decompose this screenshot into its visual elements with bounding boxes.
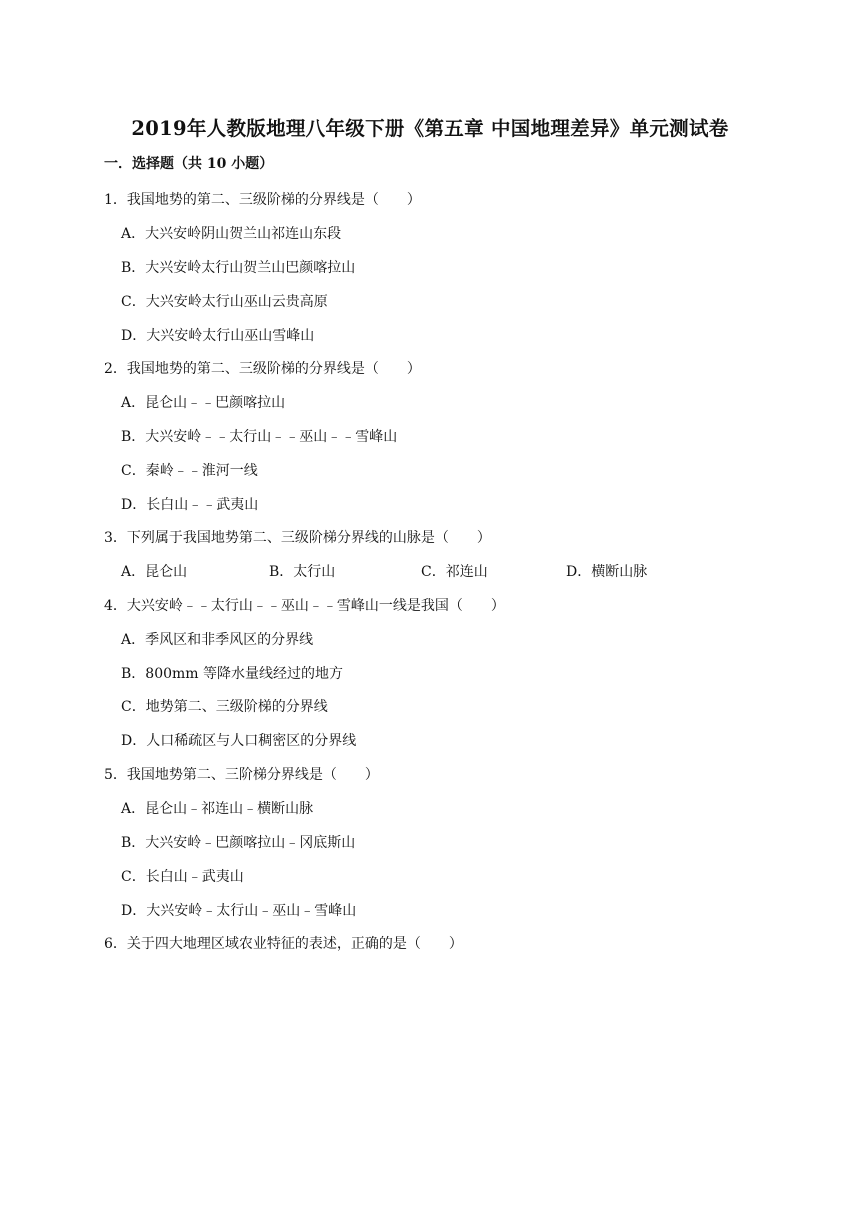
question-1-option-c: C．大兴安岭太行山巫山云贵高原	[121, 294, 328, 310]
document-title: 2019年人教版地理八年级下册《第五章 中国地理差异》单元测试卷	[131, 117, 729, 140]
question-5-option-b: B．大兴安岭﹣巴颜喀拉山﹣冈底斯山	[121, 835, 356, 851]
question-3-stem: 3．下列属于我国地势第二、三级阶梯分界线的山脉是（ ）	[104, 530, 491, 546]
question-1-option-d: D．大兴安岭太行山巫山雪峰山	[121, 328, 315, 344]
question-4-option-d: D．人口稀疏区与人口稠密区的分界线	[121, 733, 357, 749]
question-6-stem: 6．关于四大地理区域农业特征的表述，正确的是（ ）	[104, 936, 463, 952]
question-5-stem: 5．我国地势第二、三阶梯分界线是（ ）	[104, 767, 379, 783]
question-3-option-a: A．昆仑山	[121, 564, 188, 580]
question-1-stem: 1．我国地势的第二、三级阶梯的分界线是（ ）	[104, 192, 421, 208]
question-3-option-d: D．横断山脉	[566, 564, 648, 580]
question-2-option-c: C．秦岭﹣﹣淮河一线	[121, 463, 258, 479]
question-1-option-a: A．大兴安岭阴山贺兰山祁连山东段	[121, 226, 342, 242]
question-2-option-a: A．昆仑山﹣﹣巴颜喀拉山	[121, 395, 286, 411]
section-heading: 一．选择题（共 10 小题）	[104, 156, 274, 172]
question-5-option-a: A．昆仑山﹣祁连山﹣横断山脉	[121, 801, 314, 817]
question-4-option-a: A．季风区和非季风区的分界线	[121, 632, 314, 648]
question-3-option-b: B．太行山	[269, 564, 336, 580]
question-4-option-b: B．800mm 等降水量线经过的地方	[121, 666, 344, 682]
question-2-option-d: D．长白山﹣﹣武夷山	[121, 497, 259, 513]
question-2-stem: 2．我国地势的第二、三级阶梯的分界线是（ ）	[104, 361, 421, 377]
question-4-stem: 4．大兴安岭﹣﹣太行山﹣﹣巫山﹣﹣雪峰山一线是我国（ ）	[104, 598, 505, 614]
question-2-option-b: B．大兴安岭﹣﹣太行山﹣﹣巫山﹣﹣雪峰山	[121, 429, 398, 445]
question-1-option-b: B．大兴安岭太行山贺兰山巴颜喀拉山	[121, 260, 356, 276]
question-4-option-c: C．地势第二、三级阶梯的分界线	[121, 699, 328, 715]
question-5-option-d: D．大兴安岭﹣太行山﹣巫山﹣雪峰山	[121, 903, 357, 919]
question-3-option-c: C．祁连山	[421, 564, 488, 580]
question-5-option-c: C．长白山﹣武夷山	[121, 869, 244, 885]
